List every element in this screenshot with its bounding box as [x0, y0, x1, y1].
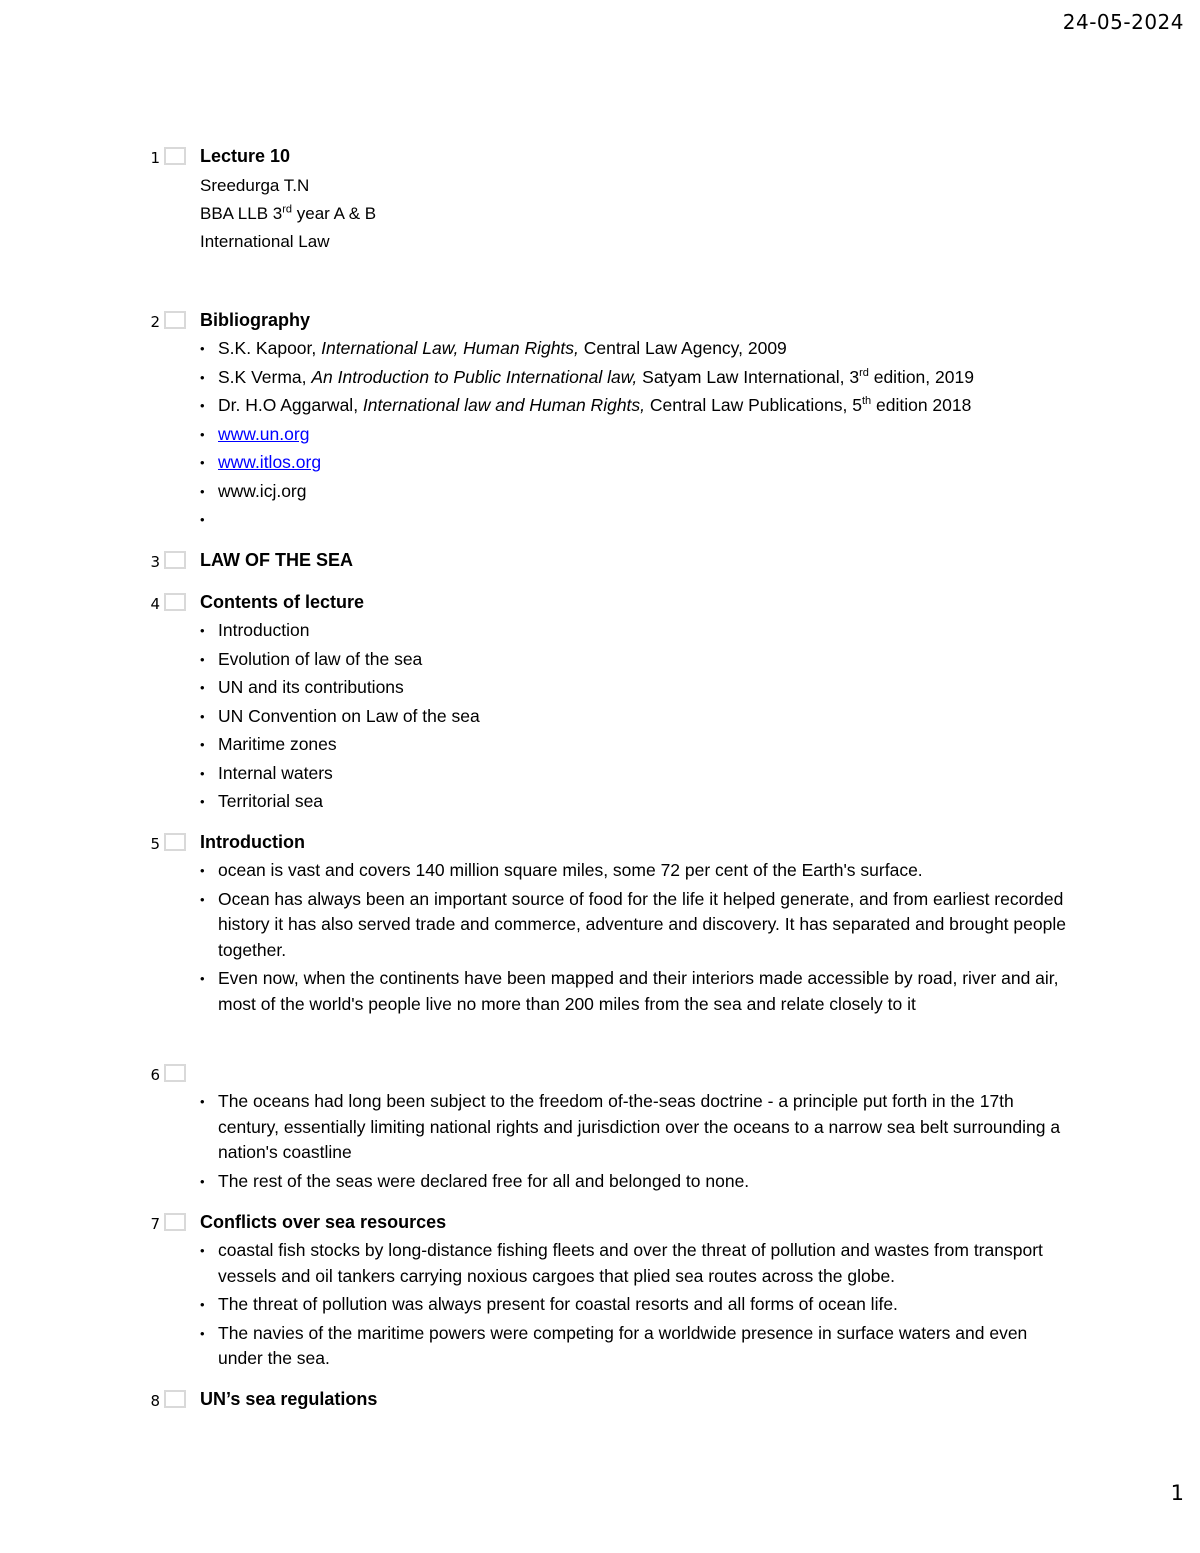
slide-thumbnail-checkbox[interactable] [164, 593, 186, 611]
slide-1 [0, 144, 1200, 308]
list-item: • Even now, when the continents have been mapped and their interiors made accessible by road, river and air, most of the world's people live no more than 200 miles from the sea and relate closely to it [200, 966, 1068, 1017]
list-item: • Territorial sea [200, 789, 1068, 815]
list-item: • ocean is vast and covers 140 million square miles, some 72 per cent of the Earth's surface. [200, 858, 1068, 884]
header-date: 24-05-2024 [1062, 10, 1184, 34]
author-line: Sreedurga T.N [200, 176, 310, 195]
list-item: • The threat of pollution was always present for coastal resorts and all forms of ocean life. [200, 1292, 1068, 1318]
list-item: • Evolution of law of the sea [200, 647, 1068, 673]
slide-6 [0, 1061, 1200, 1210]
slide-title [200, 1061, 1200, 1085]
list-item: • Ocean has always been an important source of food for the life it helped generate, and from earliest recorded history it has also served trade and commerce, adventure and discovery. It has separated and brought people together. [200, 887, 1068, 964]
doctrine-list [200, 1089, 1200, 1194]
list-item: • coastal fish stocks by long-distance fishing fleets and over the threat of pollution and wastes from transport vessels and oil tankers carrying noxious cargoes that plied sea routes across the globe. [200, 1238, 1068, 1289]
slide-thumbnail-checkbox[interactable] [164, 1390, 186, 1408]
slide-5 [0, 830, 1200, 1061]
page-number: 1 [1170, 1481, 1184, 1505]
slide-7 [0, 1210, 1200, 1387]
list-item: • Internal waters [200, 761, 1068, 787]
slide-thumbnail-checkbox[interactable] [164, 1213, 186, 1231]
slide-2 [0, 308, 1200, 548]
conflicts-list [200, 1238, 1200, 1372]
slide-number: 2 [150, 313, 160, 331]
slide-title: LAW OF THE SEA [200, 550, 353, 570]
slide-thumbnail-checkbox[interactable] [164, 833, 186, 851]
list-item: • S.K Verma, An Introduction to Public International law, Satyam Law International, 3rd edition, 2019 [200, 365, 1068, 391]
slide-thumbnail-checkbox[interactable] [164, 311, 186, 329]
list-item: • The rest of the seas were declared free for all and belonged to none. [200, 1169, 1068, 1195]
slide-thumbnail-checkbox[interactable] [164, 1064, 186, 1082]
list-item: • Maritime zones [200, 732, 1068, 758]
list-item: • The navies of the maritime powers were competing for a worldwide presence in surface waters and even under the sea. [200, 1321, 1068, 1372]
slide-4 [0, 590, 1200, 830]
list-item: • Introduction [200, 618, 1068, 644]
slide-title: Introduction [200, 832, 305, 852]
slide-number: 7 [150, 1215, 160, 1233]
list-item: • S.K. Kapoor, International Law, Human Rights, Central Law Agency, 2009 [200, 336, 1068, 362]
list-item: • Dr. H.O Aggarwal, International law and Human Rights, Central Law Publications, 5th edition 2018 [200, 393, 1068, 419]
slide-title: Conflicts over sea resources [200, 1212, 447, 1232]
slide-title: Bibliography [200, 310, 311, 330]
un-link[interactable]: www.un.org [218, 423, 310, 444]
slide-3 [0, 548, 1200, 590]
introduction-list [200, 858, 1200, 1017]
list-item [200, 422, 1068, 448]
slide-list [0, 144, 1200, 1427]
list-item-empty [200, 507, 1068, 533]
slide-number: 8 [150, 1392, 160, 1410]
slide-number: 1 [150, 149, 160, 167]
list-item: • UN and its contributions [200, 675, 1068, 701]
slide-title: Lecture 10 [200, 146, 291, 166]
slide-number: 5 [150, 835, 160, 853]
slide-number: 6 [150, 1066, 160, 1084]
class-line: BBA LLB 3rd year A & B [200, 203, 377, 223]
slide-title: Contents of lecture [200, 592, 365, 612]
slide-number: 4 [150, 595, 160, 613]
list-item: • UN Convention on Law of the sea [200, 704, 1068, 730]
list-item [200, 450, 1068, 476]
slide-title: UN’s sea regulations [200, 1389, 378, 1409]
list-item: • www.icj.org [200, 479, 1068, 505]
bibliography-list [200, 336, 1200, 533]
slide-8 [0, 1387, 1200, 1427]
list-item: • The oceans had long been subject to the freedom of-the-seas doctrine - a principle put forth in the 17th century, essentially limiting national rights and jurisdiction over the oceans to a narrow sea belt surrounding a nation's coastline [200, 1089, 1068, 1166]
slide-thumbnail-checkbox[interactable] [164, 147, 186, 165]
subject-line: International Law [200, 232, 330, 251]
itlos-link[interactable]: www.itlos.org [218, 452, 322, 472]
slide-number: 3 [150, 553, 160, 571]
slide-thumbnail-checkbox[interactable] [164, 551, 186, 569]
contents-list [200, 618, 1200, 815]
